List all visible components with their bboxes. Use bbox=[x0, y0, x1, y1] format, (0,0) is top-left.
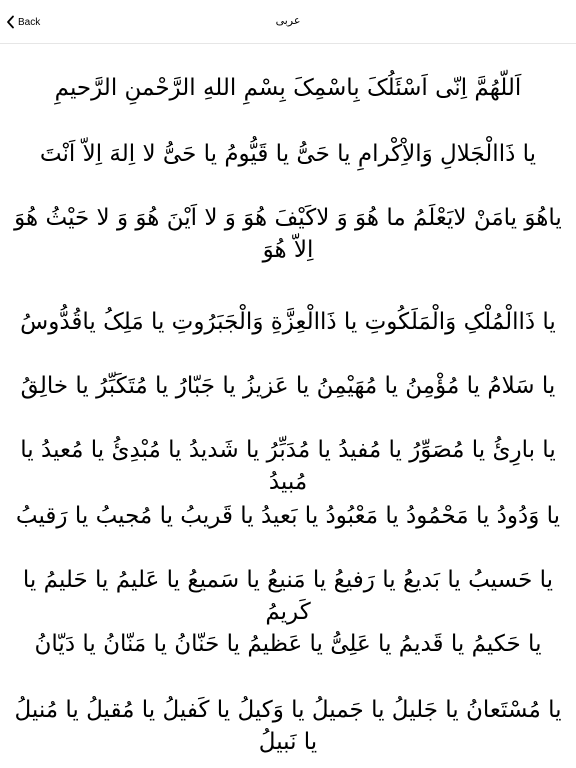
verse-line: یا حَسیبُ یا بَدیعُ یا رَفیعُ یا مَنیعُ یا سَمیعُ یا عَلیمُ یا حَلیمُ یا کَریمُ bbox=[22, 567, 554, 625]
page-title: عربی bbox=[275, 14, 301, 27]
verse-line: یا بارِئُ یا مُصَوِّرُ یا مُفیدُ یا مُدَبِّرُ یا شَدیدُ یا مُبْدِئُ یا مُعیدُ یا مُبیدُ bbox=[20, 437, 556, 495]
navigation-bar bbox=[0, 0, 576, 44]
verse-line: اَللّهُمَّ اِنّی اَسْئَلُکَ بِاسْمِکَ بِسْمِ اللهِ الرَّحْمنِ الرَّحیمِ bbox=[54, 75, 522, 101]
prayer-text-area[interactable] bbox=[0, 44, 576, 768]
verse-line: یاهُوَ یامَنْ لایَعْلَمُ ما هُوَ وَ لاکَیْفَ هُوَ وَ لا اَیْنَ هُوَ وَ لا حَیْثُ هُوَ اِلاّ هُوَ bbox=[14, 205, 562, 263]
verse-line: یا ذَاالْجَلالِ وَالاِْکْرامِ یا حَیُّ یا قَیُّومُ یا حَیُّ لا اِلهَ اِلاّ اَنْتَ bbox=[39, 141, 537, 167]
verse-line: یا ذَاالْمُلْکِ وَالْمَلَکُوتِ یا ذَاالْعِزَّةِ وَالْجَبَرُوتِ یا مَلِکُ یاقُدُّوسُ bbox=[20, 309, 556, 335]
verse-line: یا وَدُودُ یا مَحْمُودُ یا مَعْبُودُ یا بَعیدُ یا قَریبُ یا مُجیبُ یا رَقیبُ bbox=[15, 503, 561, 529]
back-label: Back bbox=[18, 16, 41, 28]
verse-line: یا حَکیمُ یا قَدیمُ یا عَلِیُّ یا عَظیمُ یا حَنّانُ یا مَنّانُ یا دَیّانُ bbox=[34, 631, 542, 657]
verse-line: یا سَلامُ یا مُؤْمِنُ یا مُهَیْمِنُ یا عَزیزُ یا جَبّارُ یا مُتَکَبِّرُ یا خالِقُ bbox=[20, 373, 556, 399]
verse-line: یا مُسْتَعانُ یا جَلیلُ یا جَمیلُ یا وَکیلُ یا کَفیلُ یا مُقیلُ یا مُنیلُ یا نَبیلُ bbox=[14, 697, 562, 755]
